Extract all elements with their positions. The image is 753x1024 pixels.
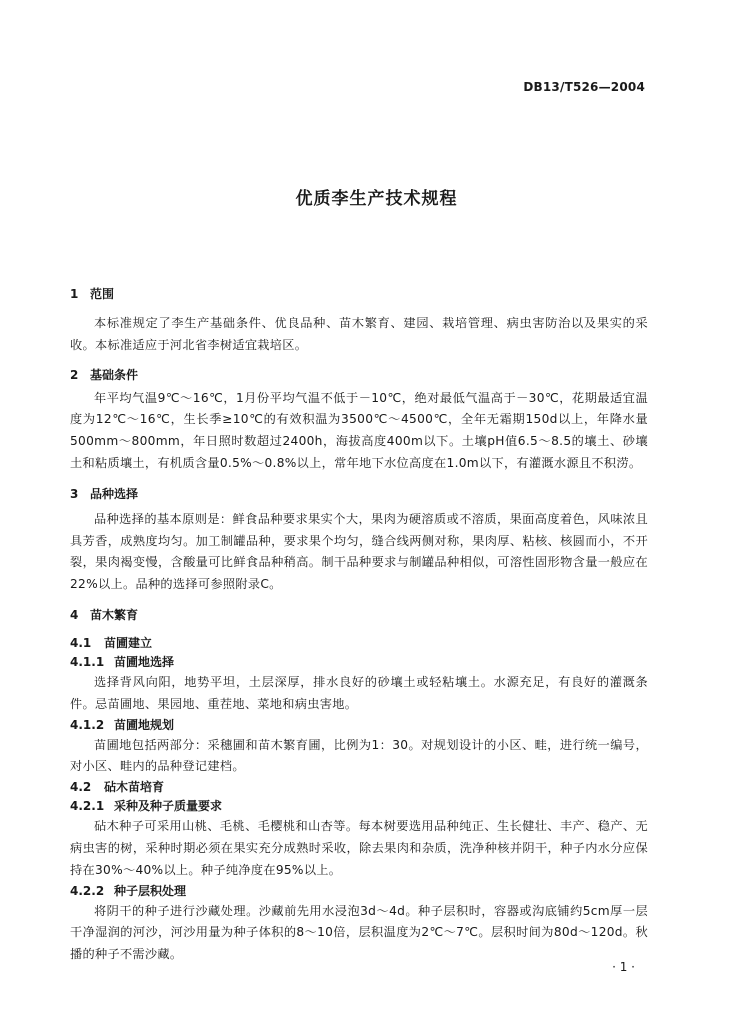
paragraph: 选择背风向阳，地势平坦，土层深厚，排水良好的砂壤土或轻粘壤土。水源充足，有良好的灌溉条件。忌苗圃地、果园地、重茬地、菜地和病虫害地。 — [70, 674, 648, 711]
subsection-title: 砧木苗培育 — [104, 780, 165, 795]
subsection-title: 种子层积处理 — [114, 883, 187, 898]
subsection-heading — [70, 778, 648, 797]
subsection-heading — [70, 716, 648, 735]
document-body — [70, 285, 648, 966]
section-number: 4 — [70, 607, 79, 622]
section-number: 1 — [70, 287, 79, 301]
standard-number: DB13/T526—2004 — [523, 80, 645, 94]
section-heading — [70, 366, 648, 384]
section-heading — [70, 285, 648, 303]
paragraph: 品种选择的基本原则是：鲜食品种要求果实个大，果肉为硬溶质或不溶质，果面高度着色，风味浓且具芳香，成熟度均匀。加工制罐品种，要求果个均匀，缝合线两侧对称，果肉厚、粘核、核圆而小，不开裂，果肉褐变慢，含酸量可比鲜食品种稍高。制干品种要求与制罐品种相似，可溶性固形物含量一般应在22%以上。品种的选择可参照附录C。 — [70, 511, 648, 592]
section-number: 2 — [70, 367, 79, 382]
section-title: 品种选择 — [90, 486, 139, 501]
subsection-heading — [70, 634, 648, 653]
subsection-number: 4.2 — [70, 780, 92, 795]
section-heading — [70, 606, 648, 624]
subsection-title: 苗圃地选择 — [114, 654, 175, 669]
subsection-number: 4.2.1 — [70, 799, 105, 814]
subsection-number: 4.1.1 — [70, 654, 105, 669]
subsection-number: 4.1 — [70, 635, 92, 650]
subsection-number: 4.2.2 — [70, 883, 105, 898]
subsection-title: 采种及种子质量要求 — [114, 799, 223, 814]
paragraph: 本标准规定了李生产基础条件、优良品种、苗木繁育、建园、栽培管理、病虫害防治以及果实的采收。本标准适应于河北省李树适宜栽培区。 — [70, 316, 648, 352]
section-title: 苗木繁育 — [90, 607, 139, 622]
subsection-heading — [70, 882, 648, 901]
document-title: 优质李生产技术规程 — [295, 189, 458, 209]
section-number: 3 — [70, 486, 79, 501]
section-title: 范围 — [90, 287, 115, 301]
paragraph: 砧木种子可采用山桃、毛桃、毛樱桃和山杏等。每本树要选用品种纯正、生长健壮、丰产、稳产、无病虫害的树，采种时期必须在果实充分成熟时采收，除去果肉和杂质，洗净种核并阴干，种子内水分应保持在30%～40%以上。种子纯净度在95%以上。 — [70, 819, 648, 877]
subsection-title: 苗圃建立 — [104, 635, 153, 650]
subsection-title: 苗圃地规划 — [114, 717, 175, 732]
subsection-heading — [70, 797, 648, 816]
subsection-number: 4.1.2 — [70, 717, 105, 732]
paragraph: 苗圃地包括两部分：采穗圃和苗木繁育圃，比例为1：30。对规划设计的小区、畦，进行统一编号，对小区、畦内的品种登记建档。 — [70, 737, 648, 774]
paragraph: 将阴干的种子进行沙藏处理。沙藏前先用水浸泡3d～4d。种子层积时，容器或沟底铺约5cm厚一层干净湿润的河沙，河沙用量为种子体积的8～10倍，层积温度为2℃～7℃。层积时间为80d～120d。秋播的种子不需沙藏。 — [70, 903, 648, 962]
section-heading — [70, 485, 648, 503]
page-number: · 1 · — [612, 960, 635, 974]
paragraph: 年平均气温9℃～16℃，1月份平均气温不低于－10℃，绝对最低气温高于－30℃，花期最适宜温度为12℃～16℃，生长季≥10℃的有效积温为3500℃～4500℃，全年无霜期150d以上，年降水量500mm～800mm，年日照时数超过2400h，海拔高度400m以下。土壤pH值6.5～8.5的壤土、砂壤土和粘质壤土，有机质含量0.5%～0.8%以上，常年地下水位高度在1.0m以下，有灌溉水源且不积涝。 — [70, 390, 648, 470]
section-title: 基础条件 — [90, 367, 139, 382]
subsection-heading — [70, 653, 648, 672]
